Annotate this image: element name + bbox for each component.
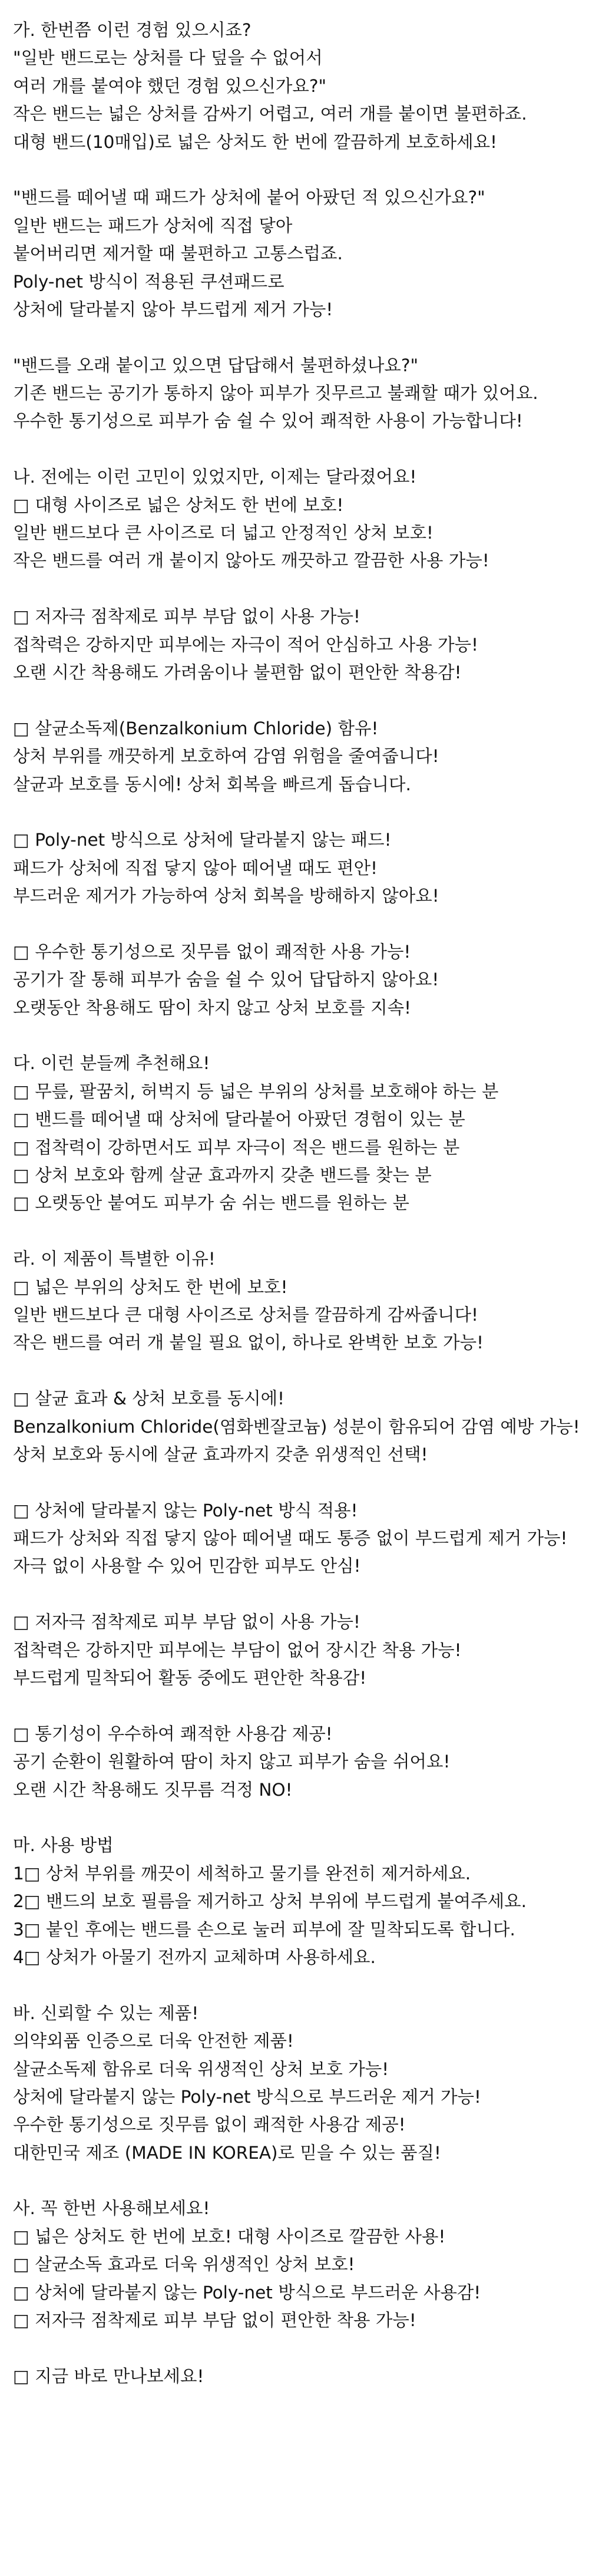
- text-line: 오랫동안 착용해도 땀이 차지 않고 상처 보호를 지속!: [13, 997, 411, 1018]
- text-line: 우수한 통기성으로 피부가 숨 쉴 수 있어 쾌적한 사용이 가능합니다!: [13, 411, 523, 431]
- text-line: □ 우수한 통기성으로 짓무름 없이 쾌적한 사용 가능!: [13, 941, 411, 962]
- blank-line: [13, 1581, 589, 1608]
- blank-line: [13, 1218, 589, 1245]
- text-line: 3□ 붙인 후에는 밴드를 손으로 눌러 피부에 잘 밀착되도록 합니다.: [13, 1919, 515, 1940]
- text-line: 상처 보호와 동시에 살균 효과까지 갖춘 위생적인 선택!: [13, 1444, 428, 1465]
- blank-line: [13, 1804, 589, 1832]
- blank-line: [13, 687, 589, 714]
- blank-line: [13, 1469, 589, 1496]
- text-line: 작은 밴드를 여러 개 붙일 필요 없이, 하나로 완벽한 보호 가능!: [13, 1332, 484, 1353]
- text-line: 대한민국 제조 (MADE IN KOREA)로 믿을 수 있는 품질!: [13, 2142, 441, 2163]
- text-line: 붙어버리면 제거할 때 불편하고 고통스럽죠.: [13, 243, 343, 264]
- text-line: □ 상처에 달라붙지 않는 Poly-net 방식 적용!: [13, 1500, 358, 1520]
- text-line: 패드가 상처에 직접 닿지 않아 떼어낼 때도 편안!: [13, 857, 378, 878]
- blank-line: [13, 911, 589, 938]
- text-line: 부드러운 제거가 가능하여 상처 회복을 방해하지 않아요!: [13, 886, 439, 906]
- text-line: □ 밴드를 떼어낼 때 상처에 달라붙어 아팠던 경험이 있는 분: [13, 1109, 465, 1130]
- text-line: □ 넓은 부위의 상처도 한 번에 보호!: [13, 1277, 288, 1297]
- text-line: □ 저자극 점착제로 피부 부담 없이 편안한 착용 가능!: [13, 2310, 416, 2331]
- text-line: 공기가 잘 통해 피부가 숨을 쉴 수 있어 답답하지 않아요!: [13, 969, 439, 990]
- text-line: 패드가 상처와 직접 닿지 않아 떼어낼 때도 통증 없이 부드럽게 제거 가능!: [13, 1528, 568, 1549]
- text-line: 살균소독제 함유로 더욱 위생적인 상처 보호 가능!: [13, 2059, 389, 2079]
- text-line: 부드럽게 밀착되어 활동 중에도 편안한 착용감!: [13, 1668, 367, 1688]
- text-line: 나. 전에는 이런 고민이 있었지만, 이제는 달라졌어요!: [13, 467, 417, 487]
- text-line: 자극 없이 사용할 수 있어 민감한 피부도 안심!: [13, 1556, 361, 1576]
- blank-line: [13, 436, 589, 463]
- text-line: □ 접착력이 강하면서도 피부 자극이 적은 밴드를 원하는 분: [13, 1137, 460, 1157]
- text-line: Poly-net 방식이 적용된 쿠션패드로: [13, 271, 284, 292]
- text-line: □ 저자극 점착제로 피부 부담 없이 사용 가능!: [13, 1612, 360, 1632]
- text-line: 가. 한번쯤 이런 경험 있으시죠?: [13, 20, 252, 40]
- text-line: □ 상처 보호와 함께 살균 효과까지 갖춘 밴드를 찾는 분: [13, 1165, 432, 1186]
- text-line: "밴드를 떼어낼 때 패드가 상처에 붙어 아팠던 적 있으신가요?": [13, 187, 485, 208]
- text-line: 다. 이런 분들께 추천해요!: [13, 1053, 210, 1074]
- text-line: □ 저자극 점착제로 피부 부담 없이 사용 가능!: [13, 606, 360, 627]
- text-line: □ 상처에 달라붙지 않는 Poly-net 방식으로 부드러운 사용감!: [13, 2282, 481, 2303]
- text-line: "밴드를 오래 붙이고 있으면 답답해서 불편하셨나요?": [13, 355, 419, 375]
- text-line: 기존 밴드는 공기가 통하지 않아 피부가 짓무르고 불쾌할 때가 있어요.: [13, 383, 538, 404]
- text-line: 오랜 시간 착용해도 짓무름 걱정 NO!: [13, 1779, 293, 1800]
- text-line: "일반 밴드로는 상처를 다 덮을 수 없어서: [13, 48, 323, 68]
- text-line: 일반 밴드보다 큰 사이즈로 더 넓고 안정적인 상처 보호!: [13, 523, 434, 543]
- text-line: 상처에 달라붙지 않는 Poly-net 방식으로 부드러운 제거 가능!: [13, 2086, 481, 2107]
- blank-line: [13, 575, 589, 603]
- text-line: 우수한 통기성으로 짓무름 없이 쾌적한 사용감 제공!: [13, 2115, 406, 2135]
- text-line: □ 살균소독 효과로 더욱 위생적인 상처 보호!: [13, 2254, 355, 2275]
- text-line: 일반 밴드보다 큰 대형 사이즈로 상처를 깔끔하게 감싸줍니다!: [13, 1304, 478, 1325]
- text-line: 살균과 보호를 동시에! 상처 회복을 빠르게 돕습니다.: [13, 774, 411, 794]
- blank-line: [13, 1022, 589, 1050]
- text-line: 대형 밴드(10매입)로 넓은 상처도 한 번에 깔끔하게 보호하세요!: [13, 131, 497, 152]
- text-line: 여러 개를 붙여야 했던 경험 있으신가요?": [13, 75, 327, 96]
- text-line: 라. 이 제품이 특별한 이유!: [13, 1249, 216, 1269]
- blank-line: [13, 324, 589, 351]
- text-line: 오랜 시간 착용해도 가려움이나 불편함 없이 편안한 착용감!: [13, 662, 462, 682]
- text-line: 바. 신뢰할 수 있는 제품!: [13, 2003, 199, 2023]
- text-line: 작은 밴드는 넓은 상처를 감싸기 어렵고, 여러 개를 붙이면 불편하죠.: [13, 104, 527, 124]
- text-line: 의약외품 인증으로 더욱 안전한 제품!: [13, 2031, 294, 2051]
- text-line: 1□ 상처 부위를 깨끗이 세척하고 물기를 완전히 제거하세요.: [13, 1863, 471, 1884]
- text-line: □ 넓은 상처도 한 번에 보호! 대형 사이즈로 깔끔한 사용!: [13, 2226, 446, 2247]
- blank-line: [13, 1692, 589, 1720]
- text-line: □ 오랫동안 붙여도 피부가 숨 쉬는 밴드를 원하는 분: [13, 1193, 409, 1213]
- text-line: 상처 부위를 깨끗하게 보호하여 감염 위험을 줄여줍니다!: [13, 746, 439, 767]
- text-line: □ 대형 사이즈로 넓은 상처도 한 번에 보호!: [13, 494, 344, 515]
- text-line: □ 지금 바로 만나보세요!: [13, 2366, 204, 2386]
- text-line: □ Poly-net 방식으로 상처에 달라붙지 않는 패드!: [13, 830, 392, 850]
- text-line: 접착력은 강하지만 피부에는 자극이 적어 안심하고 사용 가능!: [13, 634, 478, 655]
- blank-line: [13, 799, 589, 826]
- text-line: □ 살균소독제(Benzalkonium Chloride) 함유!: [13, 718, 379, 738]
- text-line: 접착력은 강하지만 피부에는 부담이 없어 장시간 착용 가능!: [13, 1640, 462, 1660]
- text-line: 일반 밴드는 패드가 상처에 직접 닿아: [13, 215, 293, 236]
- text-line: Benzalkonium Chloride(염화벤잘코늄) 성분이 함유되어 감염 예방 가능!: [13, 1416, 580, 1437]
- blank-line: [13, 2334, 589, 2362]
- text-line: 작은 밴드를 여러 개 붙이지 않아도 깨끗하고 깔끔한 사용 가능!: [13, 550, 489, 571]
- blank-line: [13, 1971, 589, 1999]
- text-line: □ 살균 효과 & 상처 보호를 동시에!: [13, 1388, 284, 1409]
- text-line: 상처에 달라붙지 않아 부드럽게 제거 가능!: [13, 299, 333, 319]
- text-line: 공기 순환이 원활하여 땀이 차지 않고 피부가 숨을 쉬어요!: [13, 1752, 451, 1772]
- blank-line: [13, 156, 589, 184]
- text-line: 4□ 상처가 아물기 전까지 교체하며 사용하세요.: [13, 1947, 376, 1967]
- blank-line: [13, 1357, 589, 1385]
- text-line: 2□ 밴드의 보호 필름을 제거하고 상처 부위에 부드럽게 붙여주세요.: [13, 1891, 527, 1912]
- text-line: □ 통기성이 우수하여 쾌적한 사용감 제공!: [13, 1723, 333, 1744]
- blank-line: [13, 2167, 589, 2195]
- text-line: 마. 사용 방법: [13, 1835, 114, 1856]
- text-line: □ 무릎, 팔꿈치, 허벅지 등 넓은 부위의 상처를 보호해야 하는 분: [13, 1081, 499, 1101]
- text-line: 사. 꼭 한번 사용해보세요!: [13, 2198, 210, 2219]
